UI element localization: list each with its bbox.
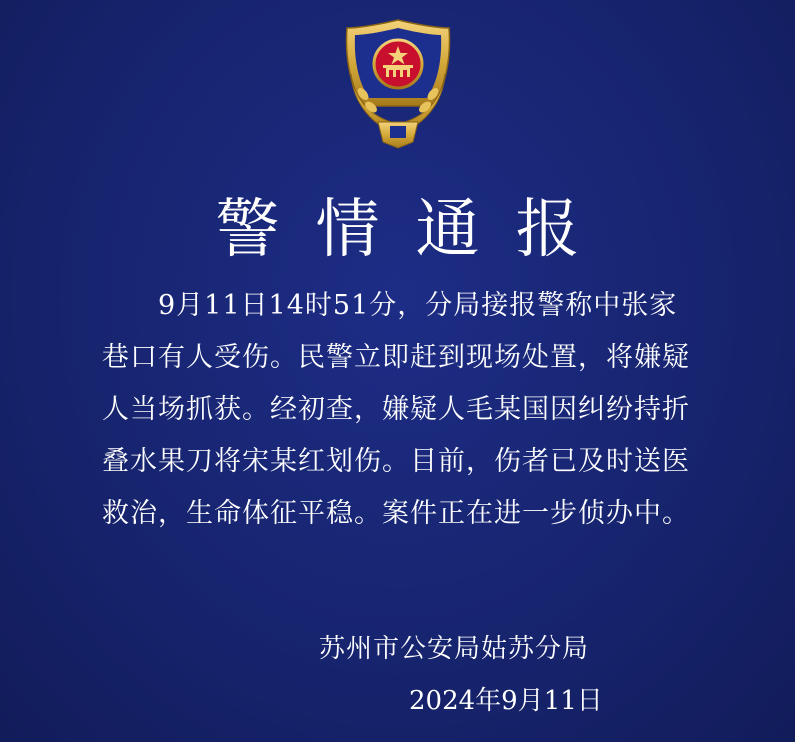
issuing-organization: 苏州市公安局姑苏分局 (319, 634, 590, 664)
page-title: 警情通报 (215, 193, 616, 267)
issue-date: 2024年9月11日 (409, 686, 603, 716)
body-paragraph: 9月11日14时51分，分局接报警称中张家巷口有人受伤。民警立即赶到现场处置，将嫌疑人当场抓获。经初查，嫌疑人毛某国因纠纷持折叠水果刀将宋某红划伤。目前，伤者已及时送医救治，生命体征平稳。案件正在进一步侦办中。 (102, 290, 690, 529)
notice-body (102, 280, 702, 540)
police-badge-icon (333, 14, 463, 154)
